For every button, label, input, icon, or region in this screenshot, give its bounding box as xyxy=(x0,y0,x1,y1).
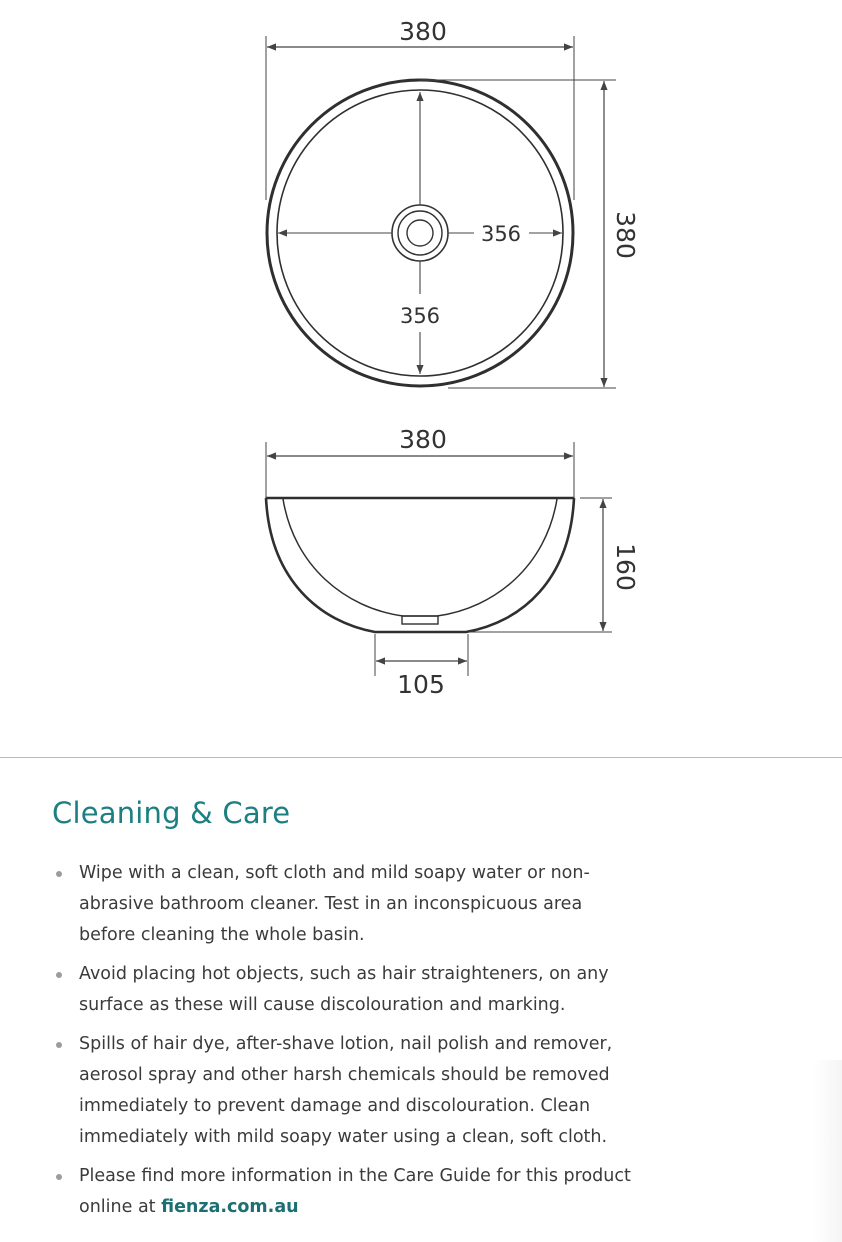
care-line: abrasive bathroom cleaner. Test in an inconspicuous area xyxy=(79,894,583,914)
care-line: immediately to prevent damage and discolouration. Clean xyxy=(79,1096,591,1116)
care-heading: Cleaning & Care xyxy=(52,796,291,830)
fienza-website-link[interactable]: fienza.com.au xyxy=(161,1197,299,1217)
basin-bowl-inner xyxy=(283,499,557,616)
dim-label-top-width: 380 xyxy=(399,17,447,46)
dim-label-top-depth: 380 xyxy=(611,211,640,259)
care-line: Please find more information in the Care Guide for this product xyxy=(79,1166,631,1186)
drain-outer xyxy=(392,205,448,261)
basin-drain xyxy=(402,616,438,624)
care-line: before cleaning the whole basin. xyxy=(79,925,365,945)
care-list xyxy=(52,858,692,1231)
bullet-icon xyxy=(56,1042,62,1048)
dim-label-inner-width: 356 xyxy=(480,222,522,246)
drain-middle xyxy=(398,211,442,255)
dim-label-inner-depth: 356 xyxy=(399,304,441,328)
dim-label-base-width: 105 xyxy=(397,670,445,699)
section-divider xyxy=(0,757,842,758)
care-line-prefix: online at xyxy=(79,1197,162,1217)
care-item-hot-objects xyxy=(52,959,692,1021)
dim-label-side-width: 380 xyxy=(399,425,447,454)
care-item-more-info xyxy=(52,1161,692,1223)
care-line: Spills of hair dye, after-shave lotion, nail polish and remover, xyxy=(79,1034,613,1054)
bullet-icon xyxy=(56,871,62,877)
care-line: immediately with mild soapy water using a clean, soft cloth. xyxy=(79,1127,608,1147)
care-item-cleaning xyxy=(52,858,692,951)
care-line: Avoid placing hot objects, such as hair straighteners, on any xyxy=(79,964,609,984)
care-line: Wipe with a clean, soft cloth and mild soapy water or non- xyxy=(79,863,590,883)
bullet-icon xyxy=(56,972,62,978)
bullet-icon xyxy=(56,1174,62,1180)
care-line: aerosol spray and other harsh chemicals should be removed xyxy=(79,1065,610,1085)
top-view xyxy=(266,17,640,388)
care-line: surface as these will cause discolouration and marking. xyxy=(79,995,566,1015)
drain-inner xyxy=(407,220,433,246)
care-item-spills xyxy=(52,1029,692,1153)
edge-shading xyxy=(812,1060,842,1242)
side-view xyxy=(266,425,640,699)
dim-label-height: 160 xyxy=(611,543,640,591)
